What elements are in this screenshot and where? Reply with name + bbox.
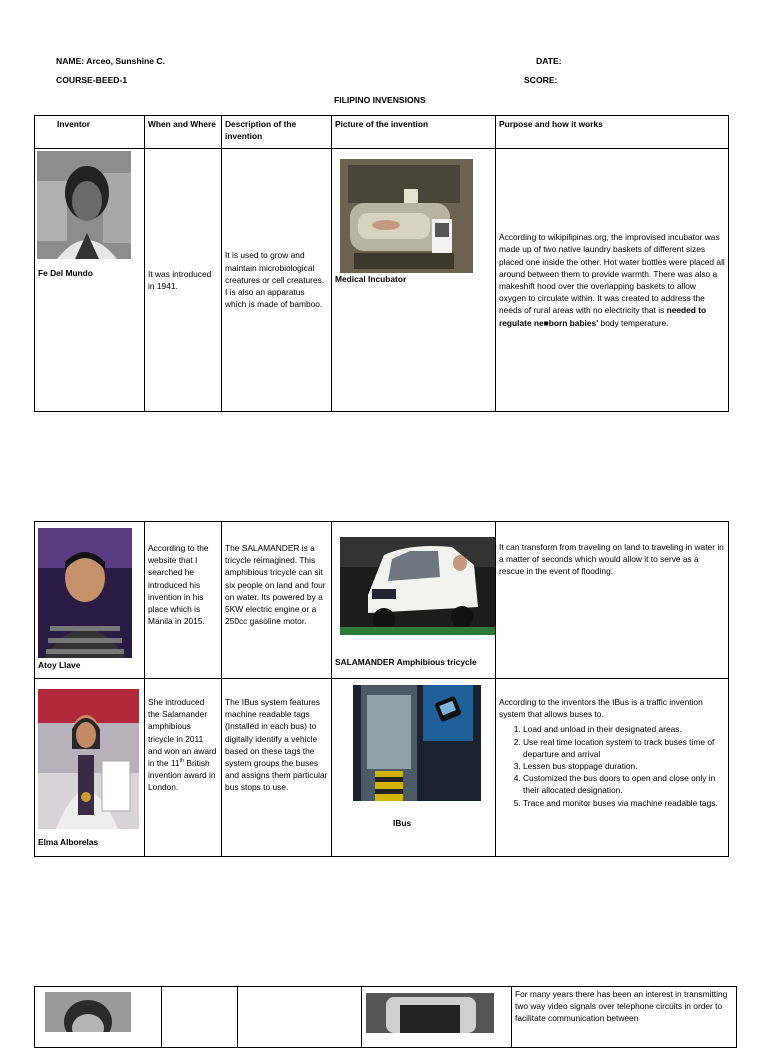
- inventor-name: Fe Del Mundo: [38, 268, 93, 278]
- when-cell: [162, 987, 238, 1048]
- inventions-table-2: [34, 521, 729, 857]
- course-label: COURSE-BEED-1: [56, 75, 128, 85]
- description-cell: [238, 987, 362, 1048]
- when-cell: It was introduced in 1941.: [145, 149, 222, 412]
- purpose-list: [499, 723, 725, 808]
- list-item: 2. Use real time location system to track buses time of departure and arrival: [523, 736, 725, 760]
- picture-caption: IBus: [393, 818, 412, 828]
- col-header-purpose: Purpose and how it works: [496, 116, 729, 149]
- when-cell: She introduced the Salamander amphibious tricycle in 2011 and won an award in the 11th British invention award in London.: [145, 679, 222, 857]
- col-header-when: When and Where: [145, 116, 222, 149]
- inventions-table-3: [34, 986, 737, 1048]
- when-cell: According to the website that I searched he introduced his invention in his place which is Manila in 2015.: [145, 522, 222, 679]
- table-row: [35, 522, 729, 679]
- score-label: SCORE:: [524, 75, 558, 85]
- document-title: FILIPINO INVENSIONS: [334, 95, 426, 105]
- list-item: 3. Lessen bus stoppage duration.: [523, 760, 725, 772]
- inventor-photo: [45, 992, 131, 1032]
- fe-del-mundo-photo: [37, 151, 131, 259]
- list-item: 5. Trace and monitor buses via machine readable tags.: [523, 797, 725, 809]
- col-header-inventor: Inventor: [35, 116, 145, 149]
- purpose-cell: It can transform from traveling on land to traveling in water in a matter of seconds which would allow it to serve as a rescue in the event of flooding.: [496, 522, 729, 679]
- table-row: [35, 987, 737, 1048]
- inventions-table-1: [34, 115, 729, 412]
- purpose-cell: For many years there has been an interest in transmitting two way video signals over telephone circuits in order to facilitate communication between: [512, 987, 737, 1048]
- table-row: [35, 679, 729, 857]
- incubator-photo: [340, 159, 473, 273]
- list-item: 1. Load and unload in their designated areas.: [523, 723, 725, 735]
- student-name: NAME: Arceo, Sunshine C.: [56, 56, 166, 66]
- purpose-cell: According to wikipilipinas.org, the improvised incubator was made up of two native laundry baskets of different sizes placed one inside the other. Hot water bottles were placed all around between them to provide warmth. There was also a makeshift hood over the overlapping baskets to allow oxygen to circulate within. It was created to address the needs of rural areas with no electricity that is needed to regulate ne■born babies' body temperature.: [496, 149, 729, 412]
- inventor-name: Elma Alborelas: [38, 837, 99, 847]
- description-cell: The IBus system features machine readable tags (Installed in each bus) to digitally identify a vehicle based on these tags the system groups the buses and assigns them particular bus stops to use.: [222, 679, 332, 857]
- atoy-llave-photo: [38, 528, 132, 658]
- date-label: DATE:: [536, 56, 562, 66]
- picture-caption: SALAMANDER Amphibious tricycle: [335, 657, 477, 667]
- salamander-tricycle-photo: [340, 537, 495, 635]
- description-cell: The SALAMANDER is a tricycle reimagined. This amphibious tricycle can sit six people on land and four on water. Its powered by a 5KW electric engine or a 250cc gasoline motor.: [222, 522, 332, 679]
- inventor-name: Atoy Llave: [38, 660, 81, 670]
- invention-photo: [366, 993, 494, 1033]
- list-item: 4. Customized the bus doors to open and close only in their allocated designation.: [523, 772, 725, 796]
- col-header-picture: Picture of the invention: [332, 116, 496, 149]
- col-header-description: Description of the invention: [222, 116, 332, 149]
- elma-alborelas-photo: [38, 689, 139, 829]
- ibus-photo: [353, 685, 481, 801]
- purpose-cell: [496, 679, 729, 857]
- table-row: [35, 149, 729, 412]
- purpose-intro: According to the inventors the IBus is a traffic invention system that allows buses to.: [499, 697, 703, 720]
- description-cell: It is used to grow and maintain microbiological creatures or cell creatures. I is also an apparatus which is made of bamboo.: [222, 149, 332, 412]
- picture-caption: Medical Incubator: [335, 274, 407, 284]
